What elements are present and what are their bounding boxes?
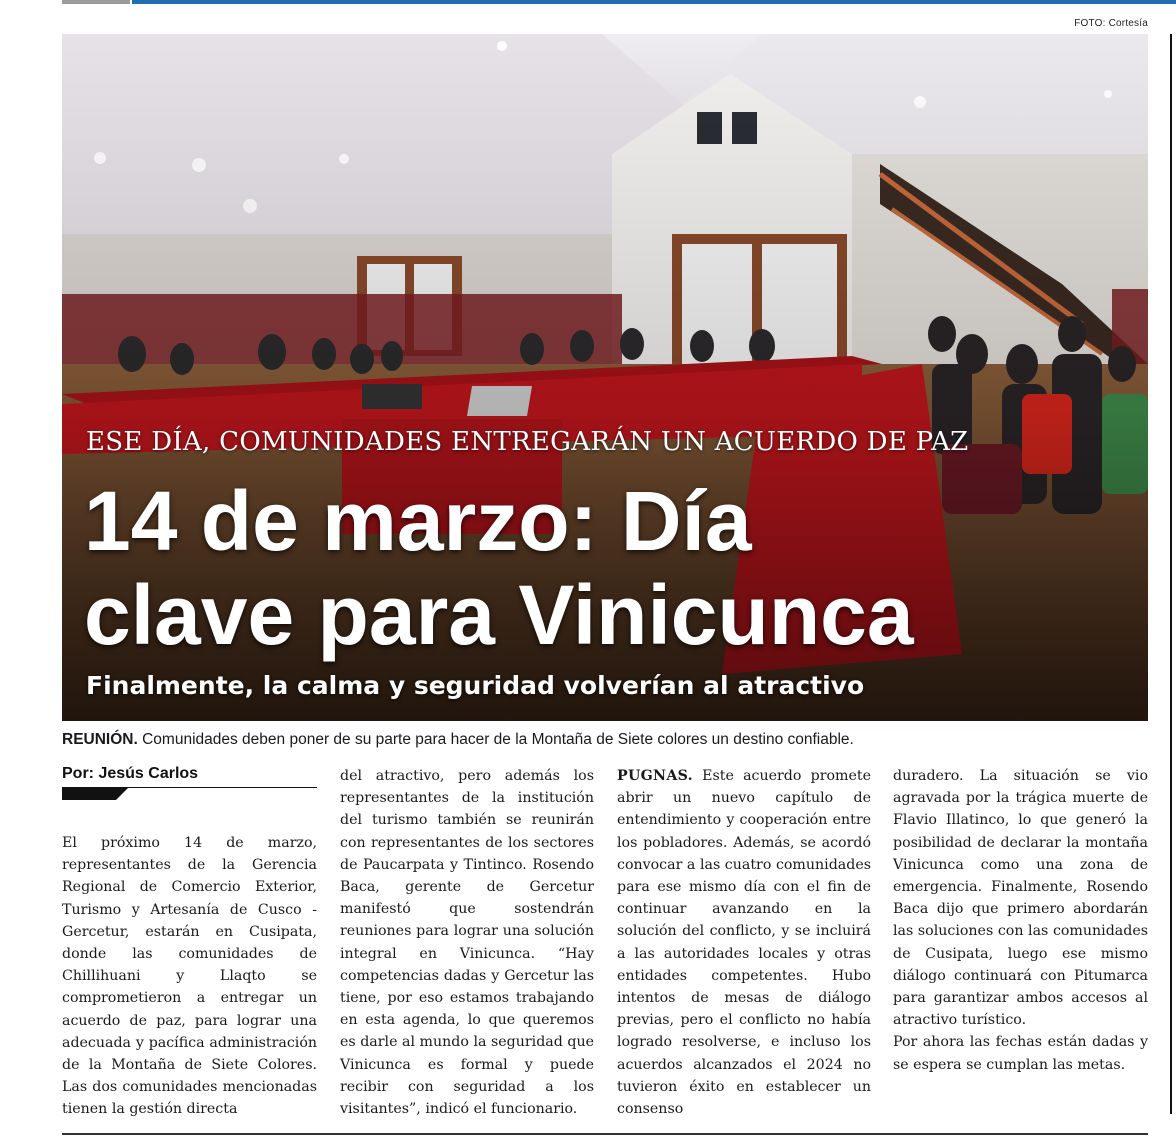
hero-photo (62, 34, 1148, 721)
article-paragraph (617, 765, 871, 1120)
top-accent-blue (132, 0, 1176, 4)
article-paragraph: El próximo 14 de marzo, representantes de la Gerencia Regional de Comercio Exterior, Turismo y Artesanía de Cusco - Gercetur, estarán en Cusipata, donde las comunidades de Chillihuani y Llaqto se comprometieron a entregar un acuerdo de paz, para lograr una adecuada y pacífica administración de la Montaña de Siete Colores. Las dos comunidades mencionadas tienen la gestión directa (62, 835, 317, 1118)
headline-line-2: clave para Vinicunca (84, 568, 914, 662)
photo-credit: FOTO: Cortesía (1074, 18, 1148, 29)
top-accent-grey (62, 0, 130, 4)
subheadline: Finalmente, la calma y seguridad volverían al atractivo (86, 671, 865, 700)
caption-text: Comunidades deben poner de su parte para hacer de la Montaña de Siete colores un destino confiable. (137, 731, 854, 748)
section-lead: PUGNAS. (617, 768, 693, 784)
kicker: ESE DÍA, COMUNIDADES ENTREGARÁN UN ACUERDO DE PAZ (86, 427, 969, 457)
bottom-rule (62, 1133, 1148, 1135)
article-column-4 (893, 765, 1148, 1076)
article-paragraph: Por ahora las fechas están dadas y se espera se cumplan las metas. (893, 1034, 1148, 1073)
caption-label: REUNIÓN. (62, 731, 138, 748)
article-column-2 (340, 765, 594, 1120)
article-column-3 (617, 765, 871, 1120)
column-rule-right (1170, 34, 1172, 1114)
article-text: Este acuerdo promete abrir un nuevo capítulo de entendimiento y cooperación entre los pobladores. Además, se acordó convocar a las cuatro comunidades para ese mismo día con el fin de continuar avanzando en la solución del conflicto, y se incluirá a las autoridades locales y otras entidades competentes. Hubo intentos de mesas de diálogo previas, pero el conflicto no había logrado resolverse, e incluso los acuerdos alcanzados el 2024 no tuvieron éxito en establecer un consenso (617, 768, 871, 1118)
headline (84, 474, 1144, 662)
article-paragraph: duradero. La situación se vio agravada por la trágica muerte de Flavio Illatinco, lo que generó la posibilidad de declarar la montaña Vinicunca como una zona de emergencia. Finalmente, Rosendo Baca dijo que primero abordarán las soluciones con las comunidades de Cusipata, luego ese mismo diálogo continuará con Pitumarca para garantizar ambos accesos al atractivo turístico. (893, 768, 1148, 1029)
byline-bar (62, 788, 116, 800)
photo-caption (62, 731, 854, 749)
headline-line-1: 14 de marzo: Día (84, 474, 752, 568)
byline-bar-tip (116, 788, 128, 800)
article-column-1 (62, 832, 317, 1121)
article-paragraph: del atractivo, pero además los representantes de la institución del turismo también se reunirán con representantes de los sectores de Paucarpata y Tintinco. Rosendo Baca, gerente de Gercetur manifestó que sostendrán reuniones para lograr una solución integral en Vinicunca. “Hay competencias dadas y Gercetur las tiene, por eso estamos trabajando en esta agenda, lo que queremos es darle al mundo la seguridad que Vinicunca es formal y puede recibir con seguridad a los visitantes”, indicó el funcionario. (340, 768, 594, 1118)
byline: Por: Jesús Carlos (62, 765, 199, 782)
